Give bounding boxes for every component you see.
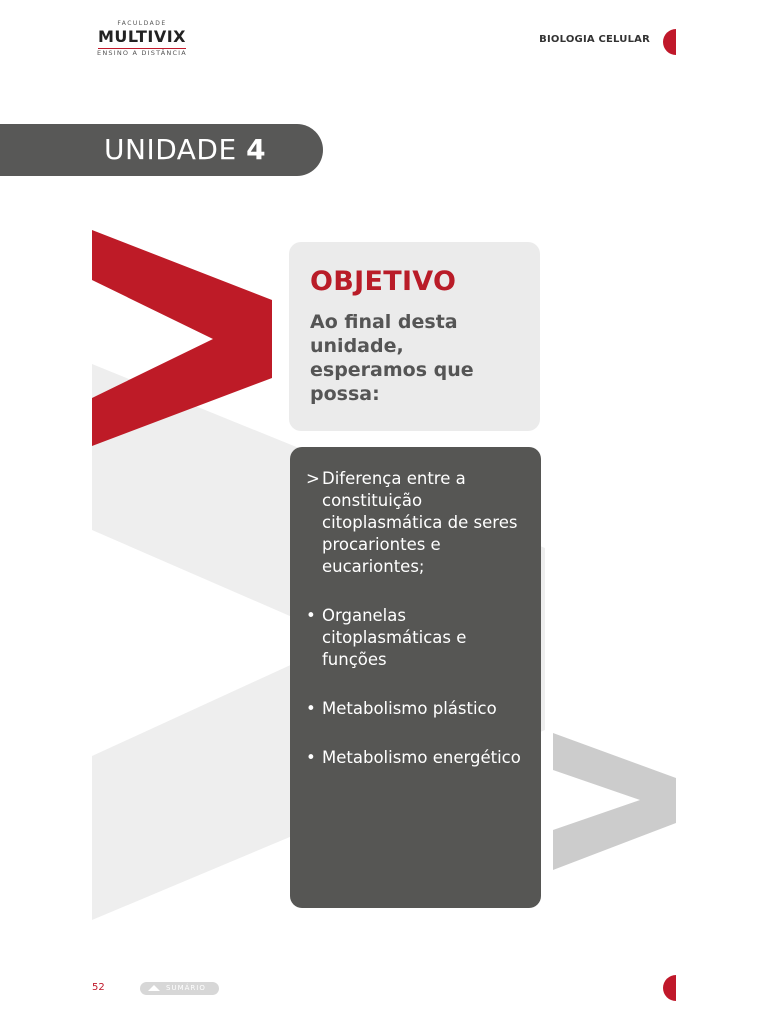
multivix-logo: [92, 20, 192, 58]
unit-label: UNIDADE: [104, 133, 237, 166]
list-item-text: Organelas citoplasmáticas e funções: [322, 606, 467, 669]
logo-rule: [98, 48, 186, 49]
list-item-text: Metabolismo plástico: [322, 699, 497, 718]
logo-main-text: MULTIVIX: [98, 27, 186, 46]
list-item: [306, 468, 531, 578]
objectives-list: [306, 468, 531, 796]
sumario-button[interactable]: [140, 982, 219, 995]
logo-bottom-text: ENSINO A DISTÂNCIA: [97, 49, 187, 57]
bullet-marker: •: [306, 699, 316, 718]
objective-title: OBJETIVO: [310, 266, 457, 297]
bullet-marker: •: [306, 606, 316, 625]
logo-top-text: FACULDADE: [117, 20, 167, 27]
list-item-text: Diferença entre a constituição citoplasmática de seres procariontes e eucariontes;: [322, 469, 518, 576]
bullet-marker: •: [306, 748, 316, 767]
list-item: [306, 605, 531, 671]
list-item: [306, 698, 531, 720]
gray-chevron-small: [553, 733, 676, 870]
course-title: BIOLOGIA CELULAR: [539, 34, 650, 45]
objective-subtitle: Ao final desta unidade, esperamos que possa:: [310, 311, 474, 405]
page-number: 52: [92, 982, 105, 993]
unit-heading: [104, 131, 266, 169]
unit-number: 4: [246, 133, 267, 166]
home-roof-icon: [148, 985, 160, 991]
list-item-text: Metabolismo energético: [322, 748, 521, 767]
sumario-label: SUMÁRIO: [166, 984, 206, 992]
arrow-marker: >: [306, 469, 320, 488]
list-item: [306, 747, 531, 769]
